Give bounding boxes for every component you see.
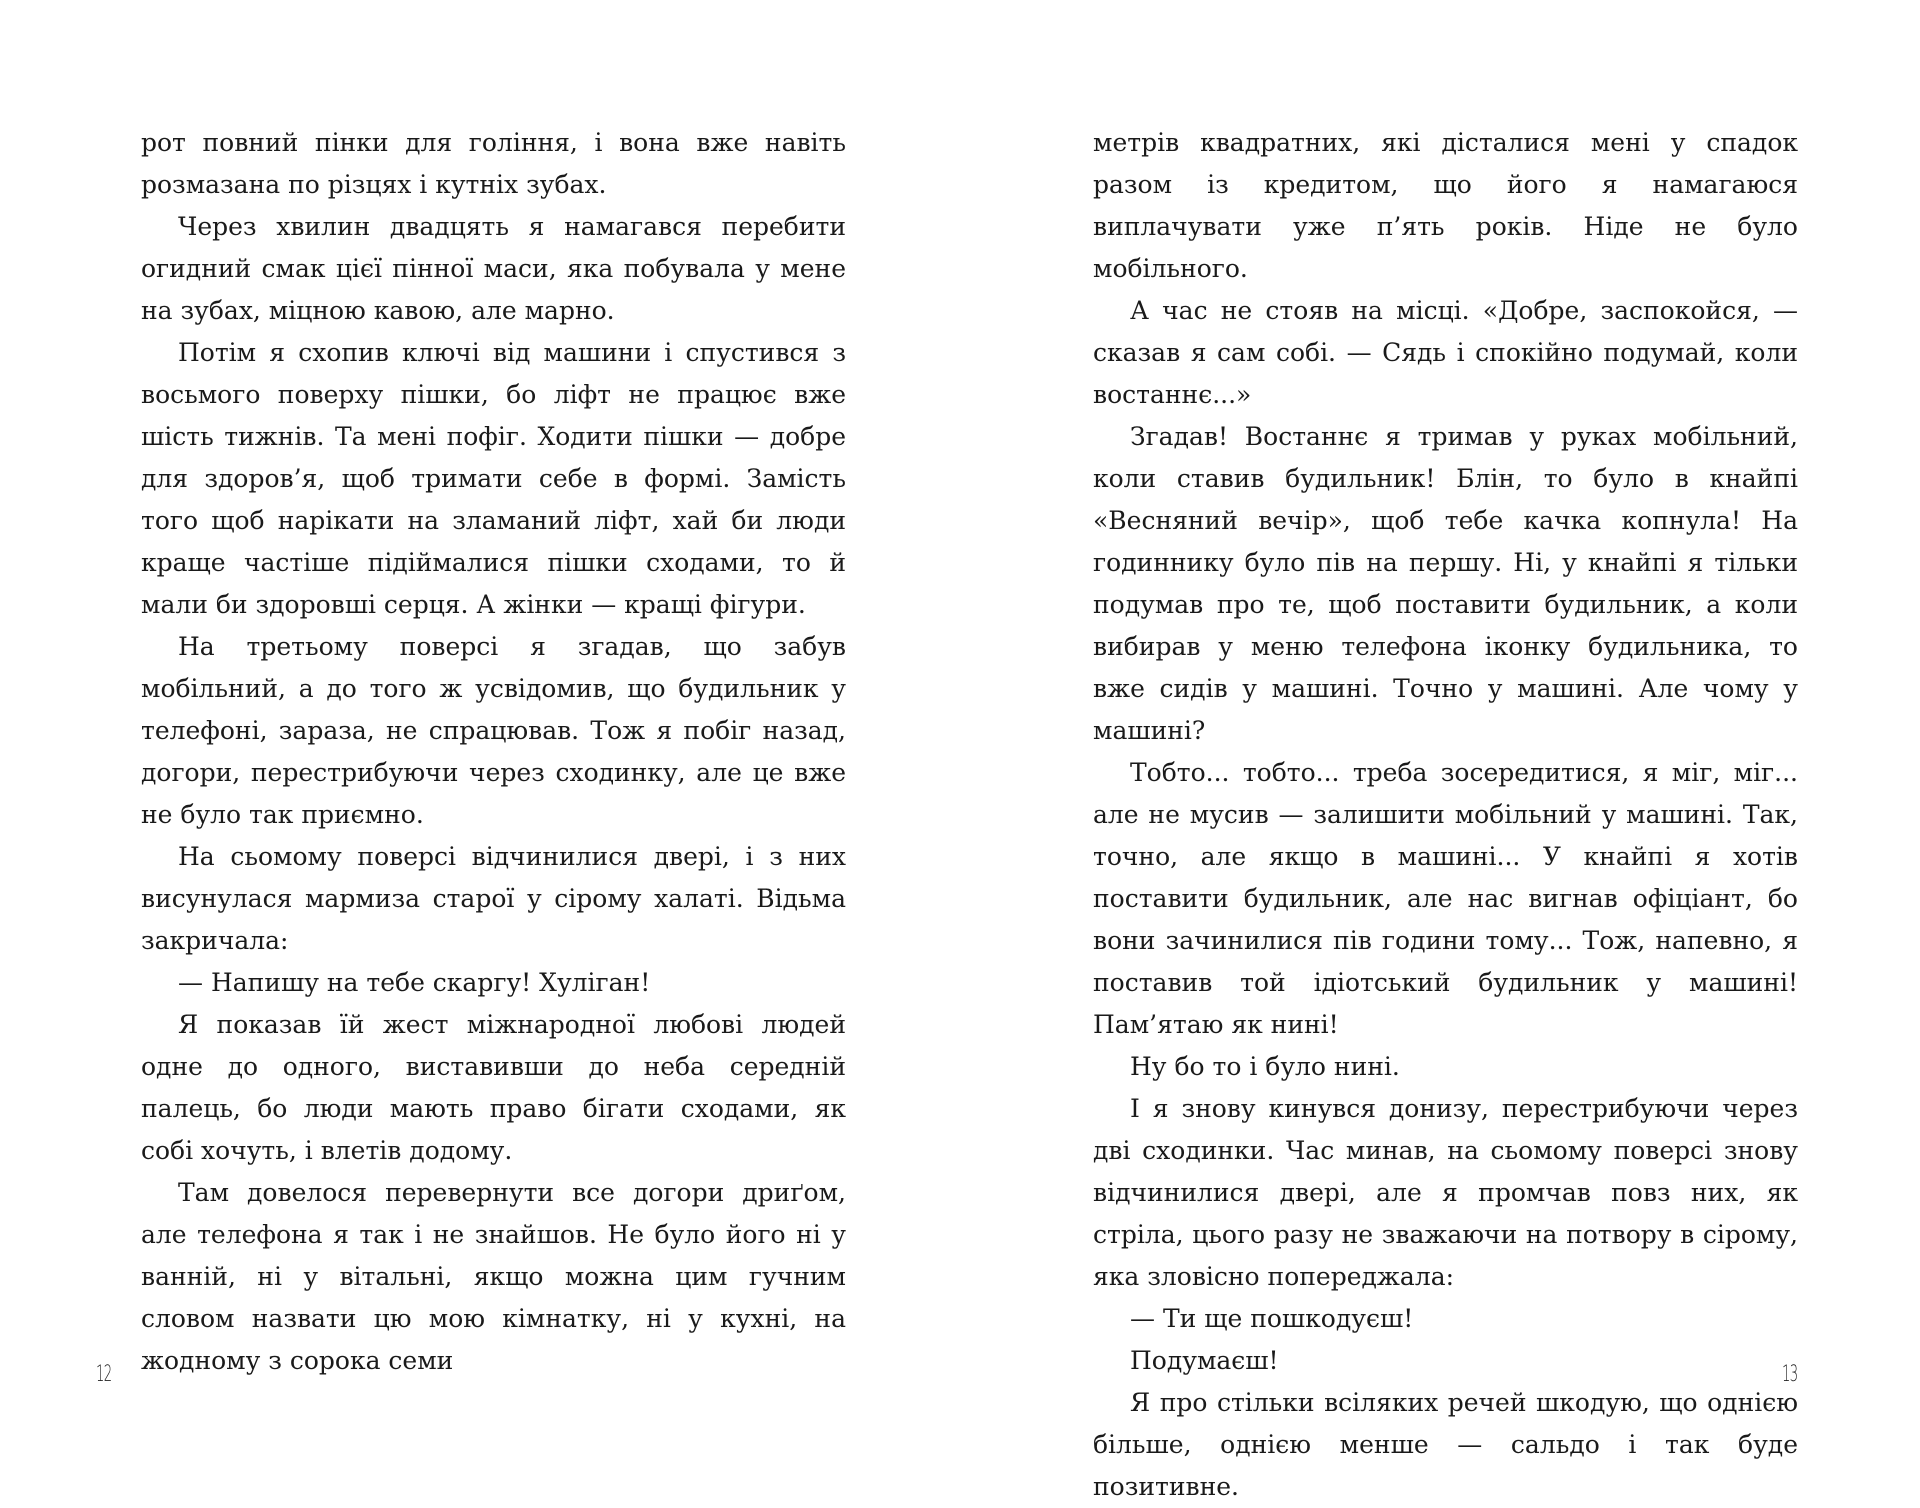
- paragraph: На третьому поверсі я згадав, що забув мобільний, а до того ж усвідомив, що будильник у телефоні, зараза, не спрацював. Тож я побіг назад, догори, перестрибуючи через сходинку, але це вже не було так приємно.: [141, 632, 846, 829]
- paragraph: Згадав! Востаннє я тримав у руках мобільний, коли ставив будильник! Блін, то було в кнайпі «Весняний вечір», щоб тебе качка копнула! На годиннику було пів на першу. Ні, у кнайпі я тільки подумав про те, щоб поставити будильник, а коли вибирав у меню телефона іконку будильника, то вже сидів у машині. Точно у машині. Але чому у машині?: [1093, 422, 1798, 745]
- paragraph: Потім я схопив ключі від машини і спустився з восьмого поверху пішки, бо ліфт не працює вже шість тижнів. Та мені пофіг. Ходити пішки — добре для здоров’я, щоб тримати себе в формі. Замість того щоб нарікати на зламаний ліфт, хай би люди краще частіше підіймалися пішки сходами, то й мали би здоровші серця. А жінки — кращі фігури.: [141, 338, 846, 619]
- dialogue-line: — Напишу на тебе скаргу! Хуліган!: [178, 968, 651, 997]
- paragraph: На сьомому поверсі відчинилися двері, і з них висунулася мармиза старої у сірому халаті. Відьма закричала:: [141, 842, 846, 955]
- paragraph: рот повний пінки для гоління, і вона вже навіть розмазана по різцях і кутніх зубах.: [141, 128, 846, 199]
- right-page: [960, 0, 1920, 1501]
- paragraph: метрів квадратних, які дісталися мені у спадок разом із кредитом, що його я намагаюся виплачувати уже п’ять років. Ніде не було мобільного.: [1093, 128, 1798, 283]
- paragraph: І я знову кинувся донизу, перестрибуючи через дві сходинки. Час минав, на сьомому поверсі знову відчинилися двері, але я промчав повз них, як стріла, цього разу не зважаючи на потвору в сірому, яка зловісно попереджала:: [1093, 1094, 1798, 1291]
- left-page: [0, 0, 960, 1477]
- dialogue-line: — Ти ще пошкодуєш!: [1130, 1304, 1414, 1333]
- paragraph: Там довелося перевернути все догори дриґом, але телефона я так і не знайшов. Не було його ні у ванній, ні у вітальні, якщо можна цим гучним словом назвати цю мою кімнатку, ні у кухні, на жодному з сорока семи: [141, 1178, 846, 1375]
- paragraph: А час не стояв на місці. «Добре, заспокойся, — сказав я сам собі. — Сядь і спокійно подумай, коли востаннє...»: [1093, 296, 1798, 409]
- paragraph: Ну бо то і було нині.: [1130, 1052, 1400, 1081]
- paragraph: Я показав їй жест міжнародної любові людей одне до одного, виставивши до неба середній палець, бо люди мають право бігати сходами, як собі хочуть, і влетів додому.: [141, 1010, 846, 1165]
- paragraph: Я про стільки всіляких речей шкодую, що однією більше, однією менше — сальдо і так буде позитивне.: [1093, 1388, 1798, 1501]
- paragraph: Через хвилин двадцять я намагався перебити огидний смак цієї пінної маси, яка побувала у мене на зубах, міцною кавою, але марно.: [141, 212, 846, 325]
- paragraph: Подумаєш!: [1130, 1346, 1279, 1375]
- page-number-right: 13: [1782, 1362, 1798, 1387]
- page-number-left: 12: [96, 1362, 112, 1387]
- paragraph: Тобто... тобто... треба зосередитися, я міг, міг... але не мусив — залишити мобільний у машині. Так, точно, але якщо в машині... У кнайпі я хотів поставити будильник, але нас вигнав офіціант, бо вони зачинилися пів години тому... Тож, напевно, я поставив той ідіотський будильник у машині! Пам’ятаю як нині!: [1093, 758, 1798, 1039]
- left-page-text: [141, 122, 846, 1382]
- right-page-text: [1093, 122, 1798, 1508]
